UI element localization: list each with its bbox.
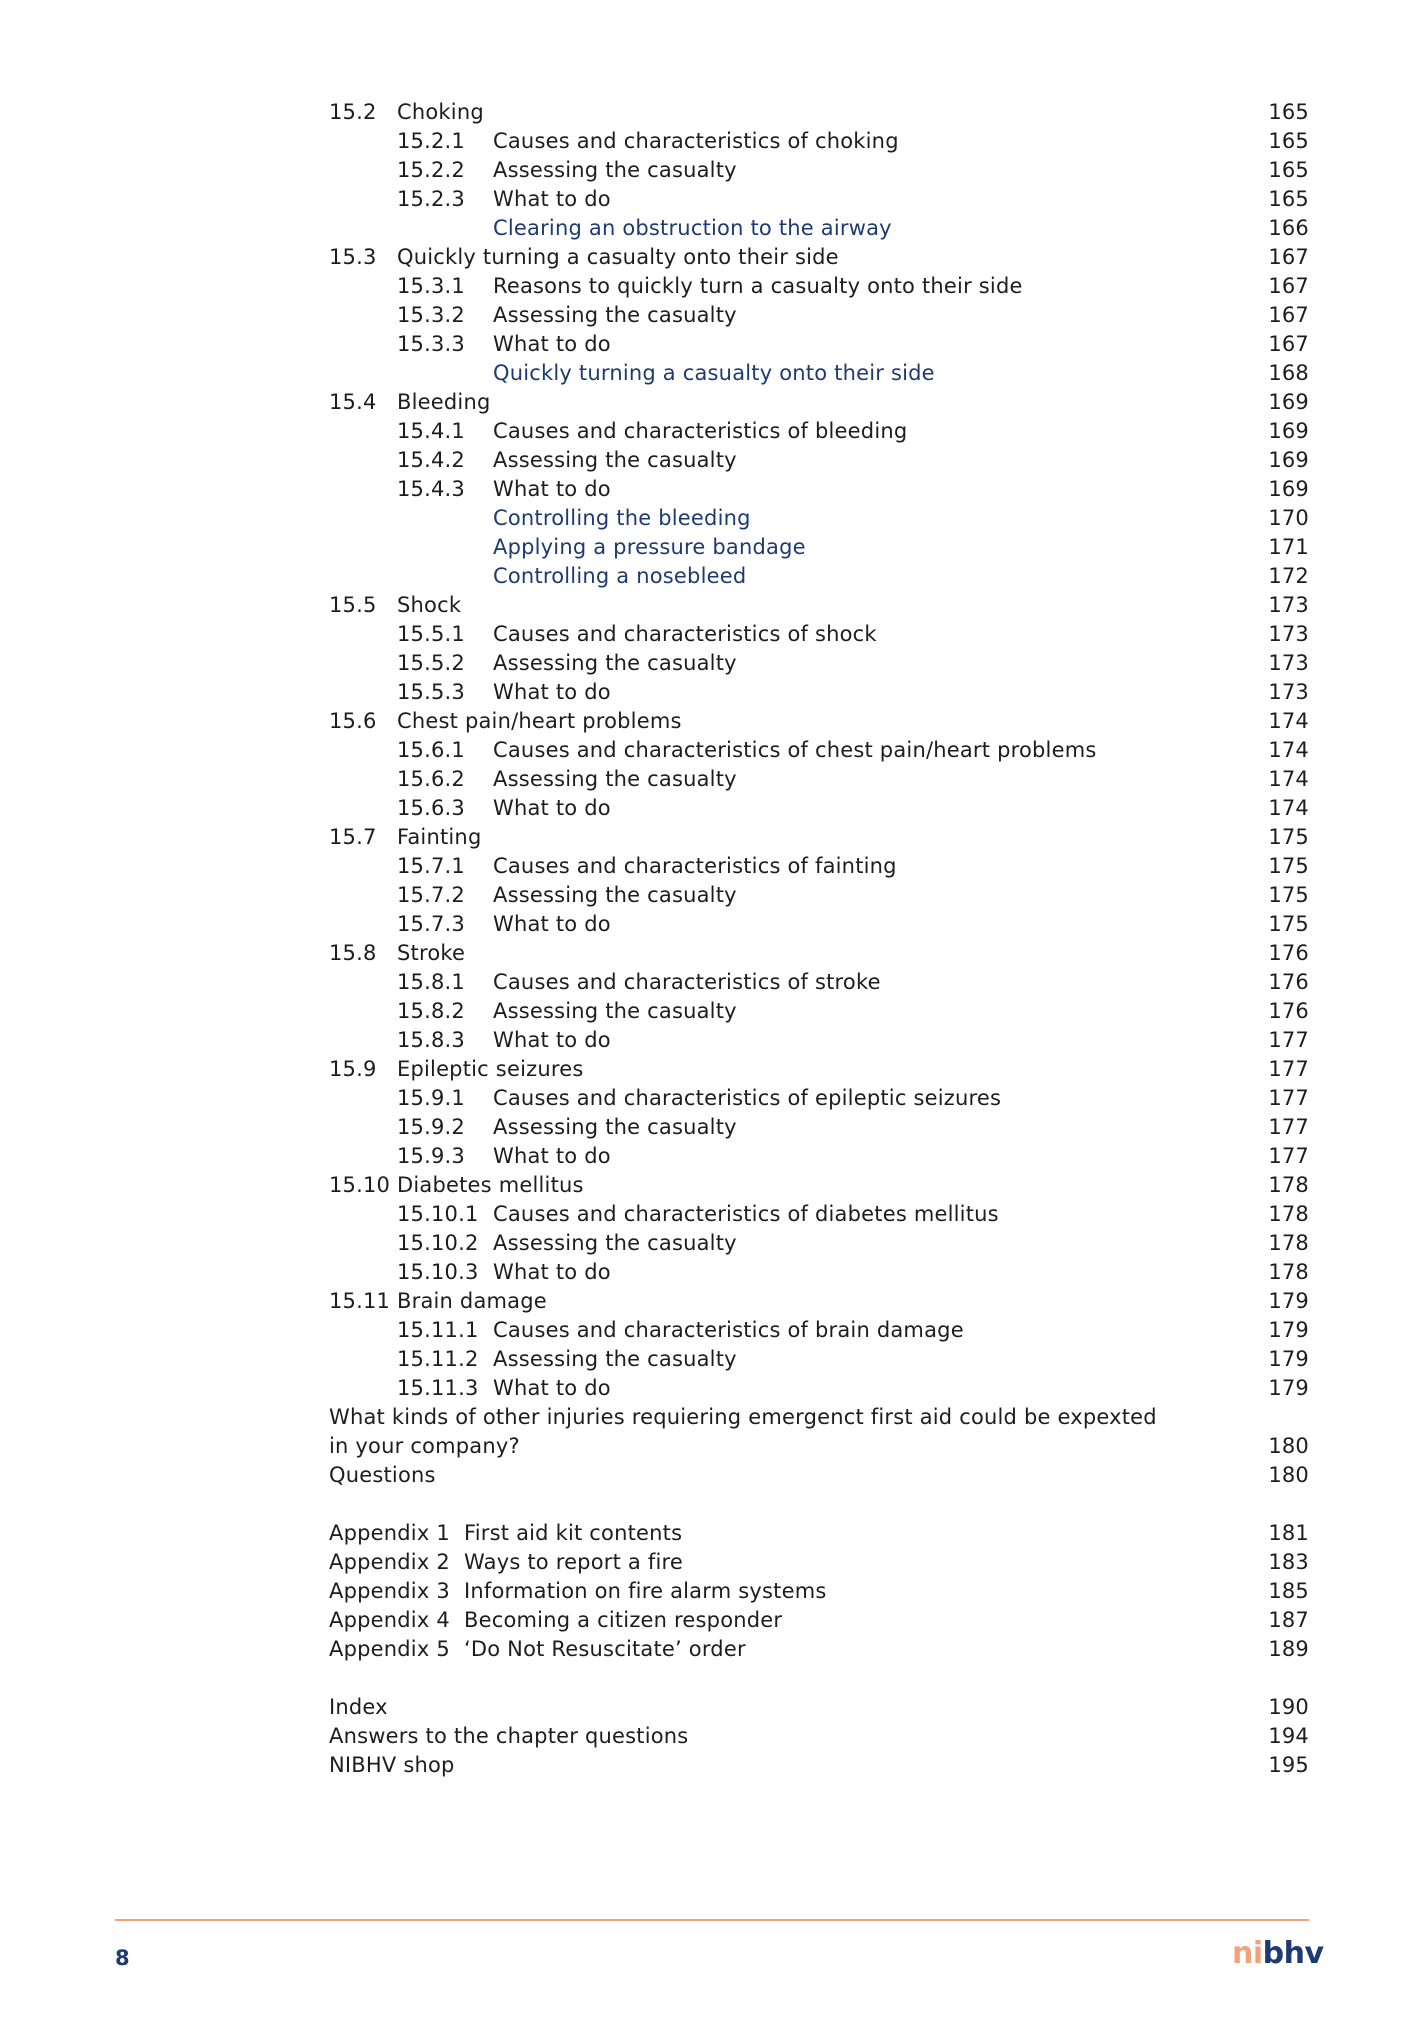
toc-entry[interactable]: [329, 939, 1309, 968]
toc-entry-page: 165: [1268, 100, 1309, 124]
toc-entry-number: 15.9: [329, 1057, 377, 1081]
back-matter-title: NIBHV shop: [329, 1753, 455, 1777]
toc-entry-title: What to do: [493, 477, 611, 501]
toc-entry-page: 178: [1268, 1202, 1309, 1226]
toc-entry-title: What to do: [493, 680, 611, 704]
toc-entry-number: 15.9.1: [397, 1086, 465, 1110]
toc-entry[interactable]: [329, 591, 1309, 620]
back-matter-page: 194: [1268, 1724, 1309, 1748]
appendix-title: Ways to report a fire: [464, 1550, 683, 1574]
toc-entry[interactable]: [329, 707, 1309, 736]
toc-entry-title: Causes and characteristics of stroke: [493, 970, 881, 994]
toc-entry-number: 15.3.1: [397, 274, 465, 298]
toc-entry-title: Causes and characteristics of epileptic seizures: [493, 1086, 1002, 1110]
nibhv-logo: [1232, 1936, 1324, 1971]
appendix-entry[interactable]: [329, 1519, 1309, 1548]
toc-entry-page: 180: [1268, 1434, 1309, 1458]
toc-entry[interactable]: [329, 1113, 1309, 1142]
toc-entry-number: 15.2.1: [397, 129, 465, 153]
toc-entry[interactable]: [329, 1142, 1309, 1171]
logo-text-bhv: bhv: [1262, 1936, 1324, 1971]
toc-entry-title: Assessing the casualty: [493, 1231, 737, 1255]
appendix-title: Information on fire alarm systems: [464, 1579, 827, 1603]
toc-entry-number: 15.8.2: [397, 999, 465, 1023]
back-matter-title: Answers to the chapter questions: [329, 1724, 689, 1748]
toc-entry-title: Assessing the casualty: [493, 651, 737, 675]
back-matter-entry[interactable]: [329, 1751, 1309, 1780]
appendix-page: 189: [1268, 1637, 1309, 1661]
toc-entry-page: 167: [1268, 303, 1309, 327]
toc-entry-title: Causes and characteristics of fainting: [493, 854, 897, 878]
toc-entry[interactable]: [329, 1374, 1309, 1403]
toc-entry-page: 176: [1268, 970, 1309, 994]
toc-entry[interactable]: [329, 736, 1309, 765]
toc-entry-number: 15.11.2: [397, 1347, 479, 1371]
toc-entry-number: 15.8.1: [397, 970, 465, 994]
back-matter-page: 195: [1268, 1753, 1309, 1777]
toc-entry-title: Choking: [397, 100, 484, 124]
toc-entry-title: What to do: [493, 796, 611, 820]
toc-entry[interactable]: [329, 156, 1309, 185]
toc-entry-page: 169: [1268, 419, 1309, 443]
toc-entry-page: 173: [1268, 680, 1309, 704]
toc-entry[interactable]: [329, 359, 1309, 388]
toc-entry-page: 179: [1268, 1318, 1309, 1342]
toc-entry-number: 15.4: [329, 390, 377, 414]
toc-entry-page: 175: [1268, 883, 1309, 907]
toc-entry-page: 167: [1268, 332, 1309, 356]
toc-entry[interactable]: [329, 446, 1309, 475]
toc-entry-title: Reasons to quickly turn a casualty onto their side: [493, 274, 1023, 298]
appendix-label: Appendix 5: [329, 1637, 450, 1661]
toc-entry-title: Causes and characteristics of choking: [493, 129, 899, 153]
toc-entry-title: Questions: [329, 1463, 436, 1487]
toc-entry-page: 175: [1268, 825, 1309, 849]
toc-entry-title: What to do: [493, 332, 611, 356]
toc-entry-number: 15.8: [329, 941, 377, 965]
toc-entry[interactable]: [329, 388, 1309, 417]
toc-entry-number: 15.2.3: [397, 187, 465, 211]
back-matter-entry[interactable]: [329, 1722, 1309, 1751]
toc-entry-number: 15.3.3: [397, 332, 465, 356]
toc-entry-title: What kinds of other injuries requiering emergenct first aid could be expexted: [329, 1405, 1157, 1429]
toc-entry-title: Assessing the casualty: [493, 767, 737, 791]
toc-entry-number: 15.9.3: [397, 1144, 465, 1168]
toc-entry-title: Causes and characteristics of chest pain/heart problems: [493, 738, 1097, 762]
back-matter-page: 190: [1268, 1695, 1309, 1719]
toc-entry[interactable]: [329, 1345, 1309, 1374]
toc-entry[interactable]: [329, 794, 1309, 823]
toc-entry[interactable]: [329, 185, 1309, 214]
toc-entry-title: Assessing the casualty: [493, 883, 737, 907]
appendix-entry[interactable]: [329, 1577, 1309, 1606]
toc-entry-number: 15.7.2: [397, 883, 465, 907]
toc-entry-number: 15.10.1: [397, 1202, 479, 1226]
back-matter-title: Index: [329, 1695, 388, 1719]
toc-entry[interactable]: [329, 533, 1309, 562]
toc-entry-number: 15.10: [329, 1173, 391, 1197]
toc-entry-number: 15.7.3: [397, 912, 465, 936]
toc-entry-title: Epileptic seizures: [397, 1057, 584, 1081]
toc-entry-page: 177: [1268, 1028, 1309, 1052]
toc-entry-page: 165: [1268, 158, 1309, 182]
toc-entry[interactable]: [329, 678, 1309, 707]
toc-entry[interactable]: [329, 475, 1309, 504]
toc-entry-title: What to do: [493, 1028, 611, 1052]
appendix-label: Appendix 2: [329, 1550, 450, 1574]
appendix-title: ‘Do Not Resuscitate’ order: [464, 1637, 746, 1661]
toc-entry-number: 15.6.1: [397, 738, 465, 762]
toc-entry-page: 167: [1268, 274, 1309, 298]
page-number: 8: [115, 1946, 130, 1970]
toc-entry-page: 178: [1268, 1173, 1309, 1197]
toc-entry-page: 169: [1268, 477, 1309, 501]
toc-entry[interactable]: [329, 1084, 1309, 1113]
toc-entry[interactable]: [329, 1171, 1309, 1200]
toc-entry-number: 15.5.3: [397, 680, 465, 704]
toc-entry-page: 177: [1268, 1144, 1309, 1168]
toc-entry[interactable]: [329, 1200, 1309, 1229]
toc-entry[interactable]: [329, 968, 1309, 997]
toc-entry-title: Assessing the casualty: [493, 1347, 737, 1371]
toc-entry-page: 176: [1268, 999, 1309, 1023]
toc-entry-page: 173: [1268, 622, 1309, 646]
toc-entry[interactable]: [329, 243, 1309, 272]
toc-entry-title: Quickly turning a casualty onto their side: [397, 245, 839, 269]
toc-entry-page: 168: [1268, 361, 1309, 385]
toc-entry[interactable]: [329, 127, 1309, 156]
appendix-label: Appendix 3: [329, 1579, 450, 1603]
appendix-entry[interactable]: [329, 1606, 1309, 1635]
toc-entry-number: 15.9.2: [397, 1115, 465, 1139]
appendix-page: 187: [1268, 1608, 1309, 1632]
appendix-title: First aid kit contents: [464, 1521, 683, 1545]
toc-entry-page: 169: [1268, 390, 1309, 414]
toc-entry-number: 15.2.2: [397, 158, 465, 182]
toc-entry-title: Causes and characteristics of bleeding: [493, 419, 908, 443]
toc-entry[interactable]: [329, 852, 1309, 881]
toc-entry[interactable]: [329, 910, 1309, 939]
toc-entry-number: 15.11.1: [397, 1318, 479, 1342]
toc-entry[interactable]: [329, 1461, 1309, 1490]
toc-entry-number: 15.5.1: [397, 622, 465, 646]
toc-entry[interactable]: [329, 649, 1309, 678]
toc-entry-number: 15.4.3: [397, 477, 465, 501]
toc-entry-number: 15.4.2: [397, 448, 465, 472]
toc-entry-page: 174: [1268, 767, 1309, 791]
toc-entry[interactable]: [329, 301, 1309, 330]
toc-entry-number: 15.6.3: [397, 796, 465, 820]
toc-entry[interactable]: [329, 330, 1309, 359]
toc-entry-page: 173: [1268, 651, 1309, 675]
toc-entry[interactable]: [329, 823, 1309, 852]
toc-entry-page: 171: [1268, 535, 1309, 559]
toc-entry[interactable]: [329, 98, 1309, 127]
toc-entry-link[interactable]: Applying a pressure bandage: [493, 535, 806, 559]
toc-entry-title: What to do: [493, 187, 611, 211]
toc-entry-page: 167: [1268, 245, 1309, 269]
toc-entry-number: 15.6.2: [397, 767, 465, 791]
toc-entry-page: 179: [1268, 1289, 1309, 1313]
toc-entry-page: 172: [1268, 564, 1309, 588]
toc-entry-page: 174: [1268, 709, 1309, 733]
toc-entry-title: What to do: [493, 1144, 611, 1168]
toc-entry-link[interactable]: Controlling the bleeding: [493, 506, 751, 530]
toc-entry-title: Bleeding: [397, 390, 491, 414]
toc-entry[interactable]: [329, 1316, 1309, 1345]
appendix-page: 183: [1268, 1550, 1309, 1574]
toc-entry[interactable]: [329, 272, 1309, 301]
toc-entry-title: What to do: [493, 1260, 611, 1284]
footer-divider: [115, 1919, 1309, 1921]
toc-entry-title: in your company?: [329, 1434, 520, 1458]
toc-entry-number: 15.6: [329, 709, 377, 733]
toc-entry-page: 165: [1268, 187, 1309, 211]
toc-entry-page: 165: [1268, 129, 1309, 153]
toc-entry-page: 174: [1268, 738, 1309, 762]
toc-entry[interactable]: [329, 504, 1309, 533]
toc-entry-page: 174: [1268, 796, 1309, 820]
toc-entry-title: Causes and characteristics of brain damage: [493, 1318, 964, 1342]
toc-entry-title: Assessing the casualty: [493, 303, 737, 327]
toc-entry-page: 177: [1268, 1086, 1309, 1110]
toc-entry-page: 177: [1268, 1115, 1309, 1139]
toc-entry-page: 179: [1268, 1347, 1309, 1371]
toc-entry[interactable]: [329, 881, 1309, 910]
appendix-page: 185: [1268, 1579, 1309, 1603]
toc-entry-link[interactable]: Quickly turning a casualty onto their side: [493, 361, 935, 385]
appendix-label: Appendix 1: [329, 1521, 450, 1545]
toc-entry[interactable]: [329, 1055, 1309, 1084]
toc-entry-number: 15.8.3: [397, 1028, 465, 1052]
toc-entry-link[interactable]: Controlling a nosebleed: [493, 564, 747, 588]
toc-entry[interactable]: [329, 214, 1309, 243]
toc-entry-title: Fainting: [397, 825, 482, 849]
toc-entry-number: 15.5: [329, 593, 377, 617]
toc-entry-page: 177: [1268, 1057, 1309, 1081]
appendix-entry[interactable]: [329, 1635, 1309, 1664]
toc-entry-page: 166: [1268, 216, 1309, 240]
toc-entry-page: 169: [1268, 448, 1309, 472]
toc-entry-number: 15.7.1: [397, 854, 465, 878]
appendix-title: Becoming a citizen responder: [464, 1608, 783, 1632]
toc-entry-number: 15.7: [329, 825, 377, 849]
appendix-page: 181: [1268, 1521, 1309, 1545]
toc-entry-title: Chest pain/heart problems: [397, 709, 682, 733]
toc-entry-title: Assessing the casualty: [493, 1115, 737, 1139]
section-spacer: [329, 1664, 1309, 1693]
appendix-label: Appendix 4: [329, 1608, 450, 1632]
toc-entry[interactable]: [329, 765, 1309, 794]
toc-entry-title: Causes and characteristics of shock: [493, 622, 877, 646]
toc-entry-title: What to do: [493, 912, 611, 936]
toc-entry-page: 173: [1268, 593, 1309, 617]
toc-entry-title: Assessing the casualty: [493, 158, 737, 182]
toc-entry-title: What to do: [493, 1376, 611, 1400]
toc-entry-page: 176: [1268, 941, 1309, 965]
toc-entry-page: 175: [1268, 854, 1309, 878]
toc-entry-number: 15.11: [329, 1289, 391, 1313]
toc-entry[interactable]: [329, 562, 1309, 591]
toc-entry[interactable]: [329, 1258, 1309, 1287]
toc-entry[interactable]: [329, 1287, 1309, 1316]
toc-entry-page: 178: [1268, 1231, 1309, 1255]
toc-entry-number: 15.10.3: [397, 1260, 479, 1284]
toc-entry[interactable]: [329, 620, 1309, 649]
toc-entry[interactable]: [329, 1026, 1309, 1055]
toc-entry-number: 15.5.2: [397, 651, 465, 675]
toc-entry-title: Brain damage: [397, 1289, 547, 1313]
toc-entry[interactable]: [329, 1403, 1309, 1432]
toc-entry[interactable]: [329, 417, 1309, 446]
toc-entry[interactable]: [329, 1432, 1309, 1461]
section-spacer: [329, 1490, 1309, 1519]
table-of-contents: [329, 98, 1309, 1780]
toc-entry-page: 175: [1268, 912, 1309, 936]
toc-entry-page: 170: [1268, 506, 1309, 530]
toc-entry[interactable]: [329, 997, 1309, 1026]
toc-entry-title: Diabetes mellitus: [397, 1173, 584, 1197]
toc-entry-number: 15.3.2: [397, 303, 465, 327]
toc-entry-number: 15.2: [329, 100, 377, 124]
toc-entry-number: 15.10.2: [397, 1231, 479, 1255]
toc-entry-number: 15.11.3: [397, 1376, 479, 1400]
appendix-entry[interactable]: [329, 1548, 1309, 1577]
toc-entry-title: Stroke: [397, 941, 466, 965]
toc-entry[interactable]: [329, 1229, 1309, 1258]
toc-entry-link[interactable]: Clearing an obstruction to the airway: [493, 216, 892, 240]
toc-entry-number: 15.4.1: [397, 419, 465, 443]
toc-entry-page: 180: [1268, 1463, 1309, 1487]
toc-entry-title: Causes and characteristics of diabetes mellitus: [493, 1202, 999, 1226]
toc-entry-title: Assessing the casualty: [493, 999, 737, 1023]
toc-entry-title: Shock: [397, 593, 462, 617]
back-matter-entry[interactable]: [329, 1693, 1309, 1722]
toc-entry-page: 178: [1268, 1260, 1309, 1284]
toc-entry-page: 179: [1268, 1376, 1309, 1400]
logo-text-ni: ni: [1232, 1936, 1263, 1971]
toc-entry-number: 15.3: [329, 245, 377, 269]
toc-entry-title: Assessing the casualty: [493, 448, 737, 472]
